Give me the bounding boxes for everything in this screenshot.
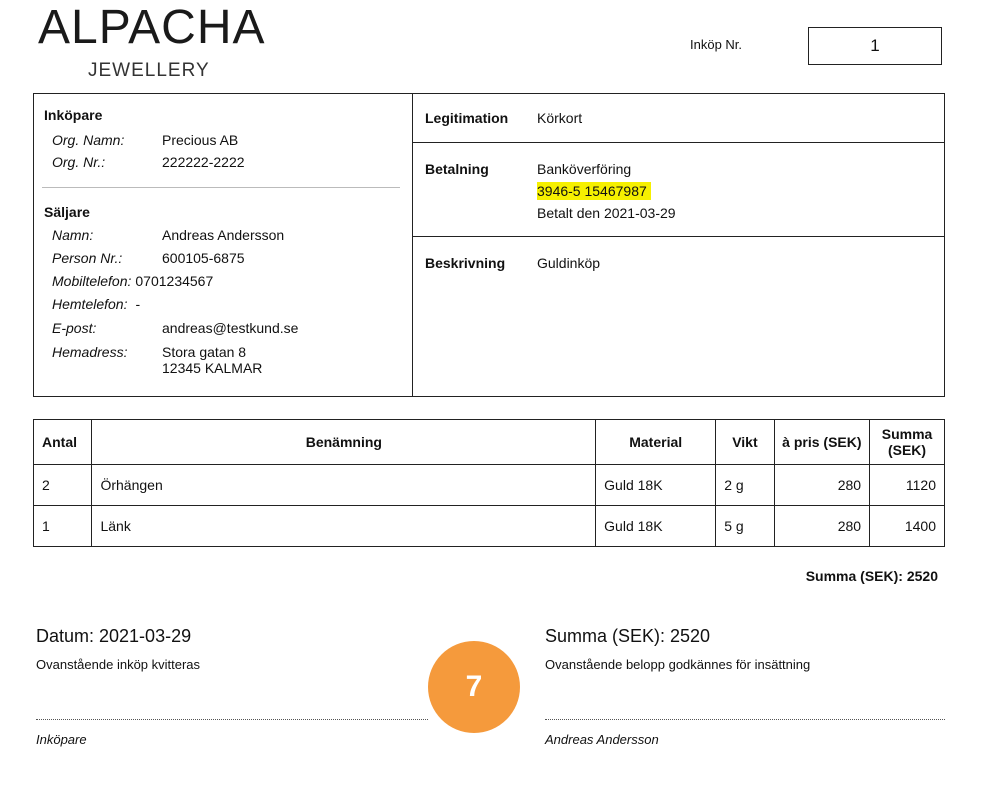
cell-benamning: Länk: [92, 506, 596, 547]
footer-approval-text: Ovanstående belopp godkännes för insättning: [545, 657, 811, 672]
cell-material: Guld 18K: [596, 506, 716, 547]
buyer-signature-line: [36, 719, 428, 720]
col-benamning: Benämning: [92, 420, 596, 465]
footer-total: Summa (SEK): 2520: [545, 626, 711, 646]
cell-summa: 1120: [870, 465, 945, 506]
seller-address-row: [52, 344, 262, 376]
purchase-number-box: [808, 27, 942, 65]
legitimation-section: [413, 94, 944, 143]
payment-section: [413, 143, 944, 237]
seller-heading: Säljare: [44, 204, 90, 220]
col-summa-line2: (SEK): [887, 442, 927, 458]
col-summa-line1: Summa: [881, 426, 933, 442]
grand-total: Summa (SEK): 2520: [805, 568, 938, 584]
table-row: [34, 465, 945, 506]
footer-receipt-text: Ovanstående inköp kvitteras: [36, 657, 201, 672]
seller-email-value: andreas@testkund.se: [162, 320, 299, 336]
info-box: [33, 93, 945, 397]
items-table: [33, 419, 945, 547]
cell-vikt: 2 g: [716, 465, 774, 506]
seller-mobile-row: [52, 273, 213, 289]
cell-antal: 1: [34, 506, 92, 547]
seller-name-row: [52, 227, 284, 243]
seller-mobile-label: Mobiltelefon:: [52, 273, 132, 289]
seller-address-line2: 12345 KALMAR: [162, 360, 263, 376]
seller-signature-line: [545, 719, 945, 720]
buyer-heading: Inköpare: [44, 107, 103, 123]
logo-subtitle: JEWELLERY: [88, 60, 210, 81]
seller-address-line1: Stora gatan 8: [162, 344, 247, 360]
cell-antal: 2: [34, 465, 92, 506]
cell-material: Guld 18K: [596, 465, 716, 506]
footer-date: Datum: 2021-03-29: [36, 626, 192, 646]
details-panel: [413, 94, 944, 396]
seller-name-label: Namn:: [52, 227, 94, 243]
buyer-signature-label: Inköpare: [36, 732, 87, 747]
seller-address-label: Hemadress:: [52, 344, 128, 360]
description-label: Beskrivning: [425, 255, 506, 271]
col-material: Material: [596, 420, 716, 465]
purchase-number-label: Inköp Nr.: [690, 37, 743, 52]
seller-person-nr-label: Person Nr.:: [52, 250, 123, 266]
payment-label: Betalning: [425, 161, 489, 177]
section-divider: [42, 187, 400, 188]
payment-method: Banköverföring: [537, 161, 632, 177]
buyer-org-nr-row: [52, 154, 245, 170]
buyer-org-nr-value: 222222-2222: [162, 154, 245, 170]
seller-name-value: Andreas Andersson: [162, 227, 285, 243]
legitimation-label: Legitimation: [425, 110, 509, 126]
description-value: Guldinköp: [537, 255, 601, 271]
seller-mobile-value: 0701234567: [135, 273, 214, 289]
legitimation-value: Körkort: [537, 110, 583, 126]
table-row: [34, 506, 945, 547]
seller-signature-label: Andreas Andersson: [545, 732, 659, 747]
seller-email-label: E-post:: [52, 320, 97, 336]
col-antal: Antal: [34, 420, 92, 465]
col-pris: à pris (SEK): [774, 420, 869, 465]
payment-paid-date: Betalt den 2021-03-29: [537, 205, 676, 221]
buyer-org-name-row: [52, 132, 238, 148]
col-vikt: Vikt: [716, 420, 774, 465]
seller-address-value: [162, 344, 262, 376]
step-number: 7: [465, 670, 483, 703]
purchase-number-value: 1: [870, 36, 880, 55]
buyer-org-nr-label: Org. Nr.:: [52, 154, 106, 170]
cell-pris: 280: [774, 506, 869, 547]
cell-vikt: 5 g: [716, 506, 774, 547]
seller-home-phone-label: Hemtelefon:: [52, 296, 128, 312]
seller-person-nr-row: [52, 250, 245, 266]
table-header-row: [34, 420, 945, 465]
logo-title: ALPACHA: [38, 1, 266, 54]
parties-panel: [34, 94, 413, 396]
buyer-org-name-label: Org. Namn:: [52, 132, 125, 148]
buyer-org-name-value: Precious AB: [162, 132, 239, 148]
col-summa: [870, 420, 945, 465]
step-number-badge: [428, 641, 520, 733]
seller-email-row: [52, 320, 298, 336]
cell-benamning: Örhängen: [92, 465, 596, 506]
seller-home-phone-value: -: [135, 296, 141, 312]
seller-home-phone-row: [52, 296, 140, 312]
cell-pris: 280: [774, 465, 869, 506]
payment-account: 3946-5 15467987: [537, 182, 651, 200]
description-section: [413, 237, 944, 396]
cell-summa: 1400: [870, 506, 945, 547]
seller-person-nr-value: 600105-6875: [162, 250, 245, 266]
